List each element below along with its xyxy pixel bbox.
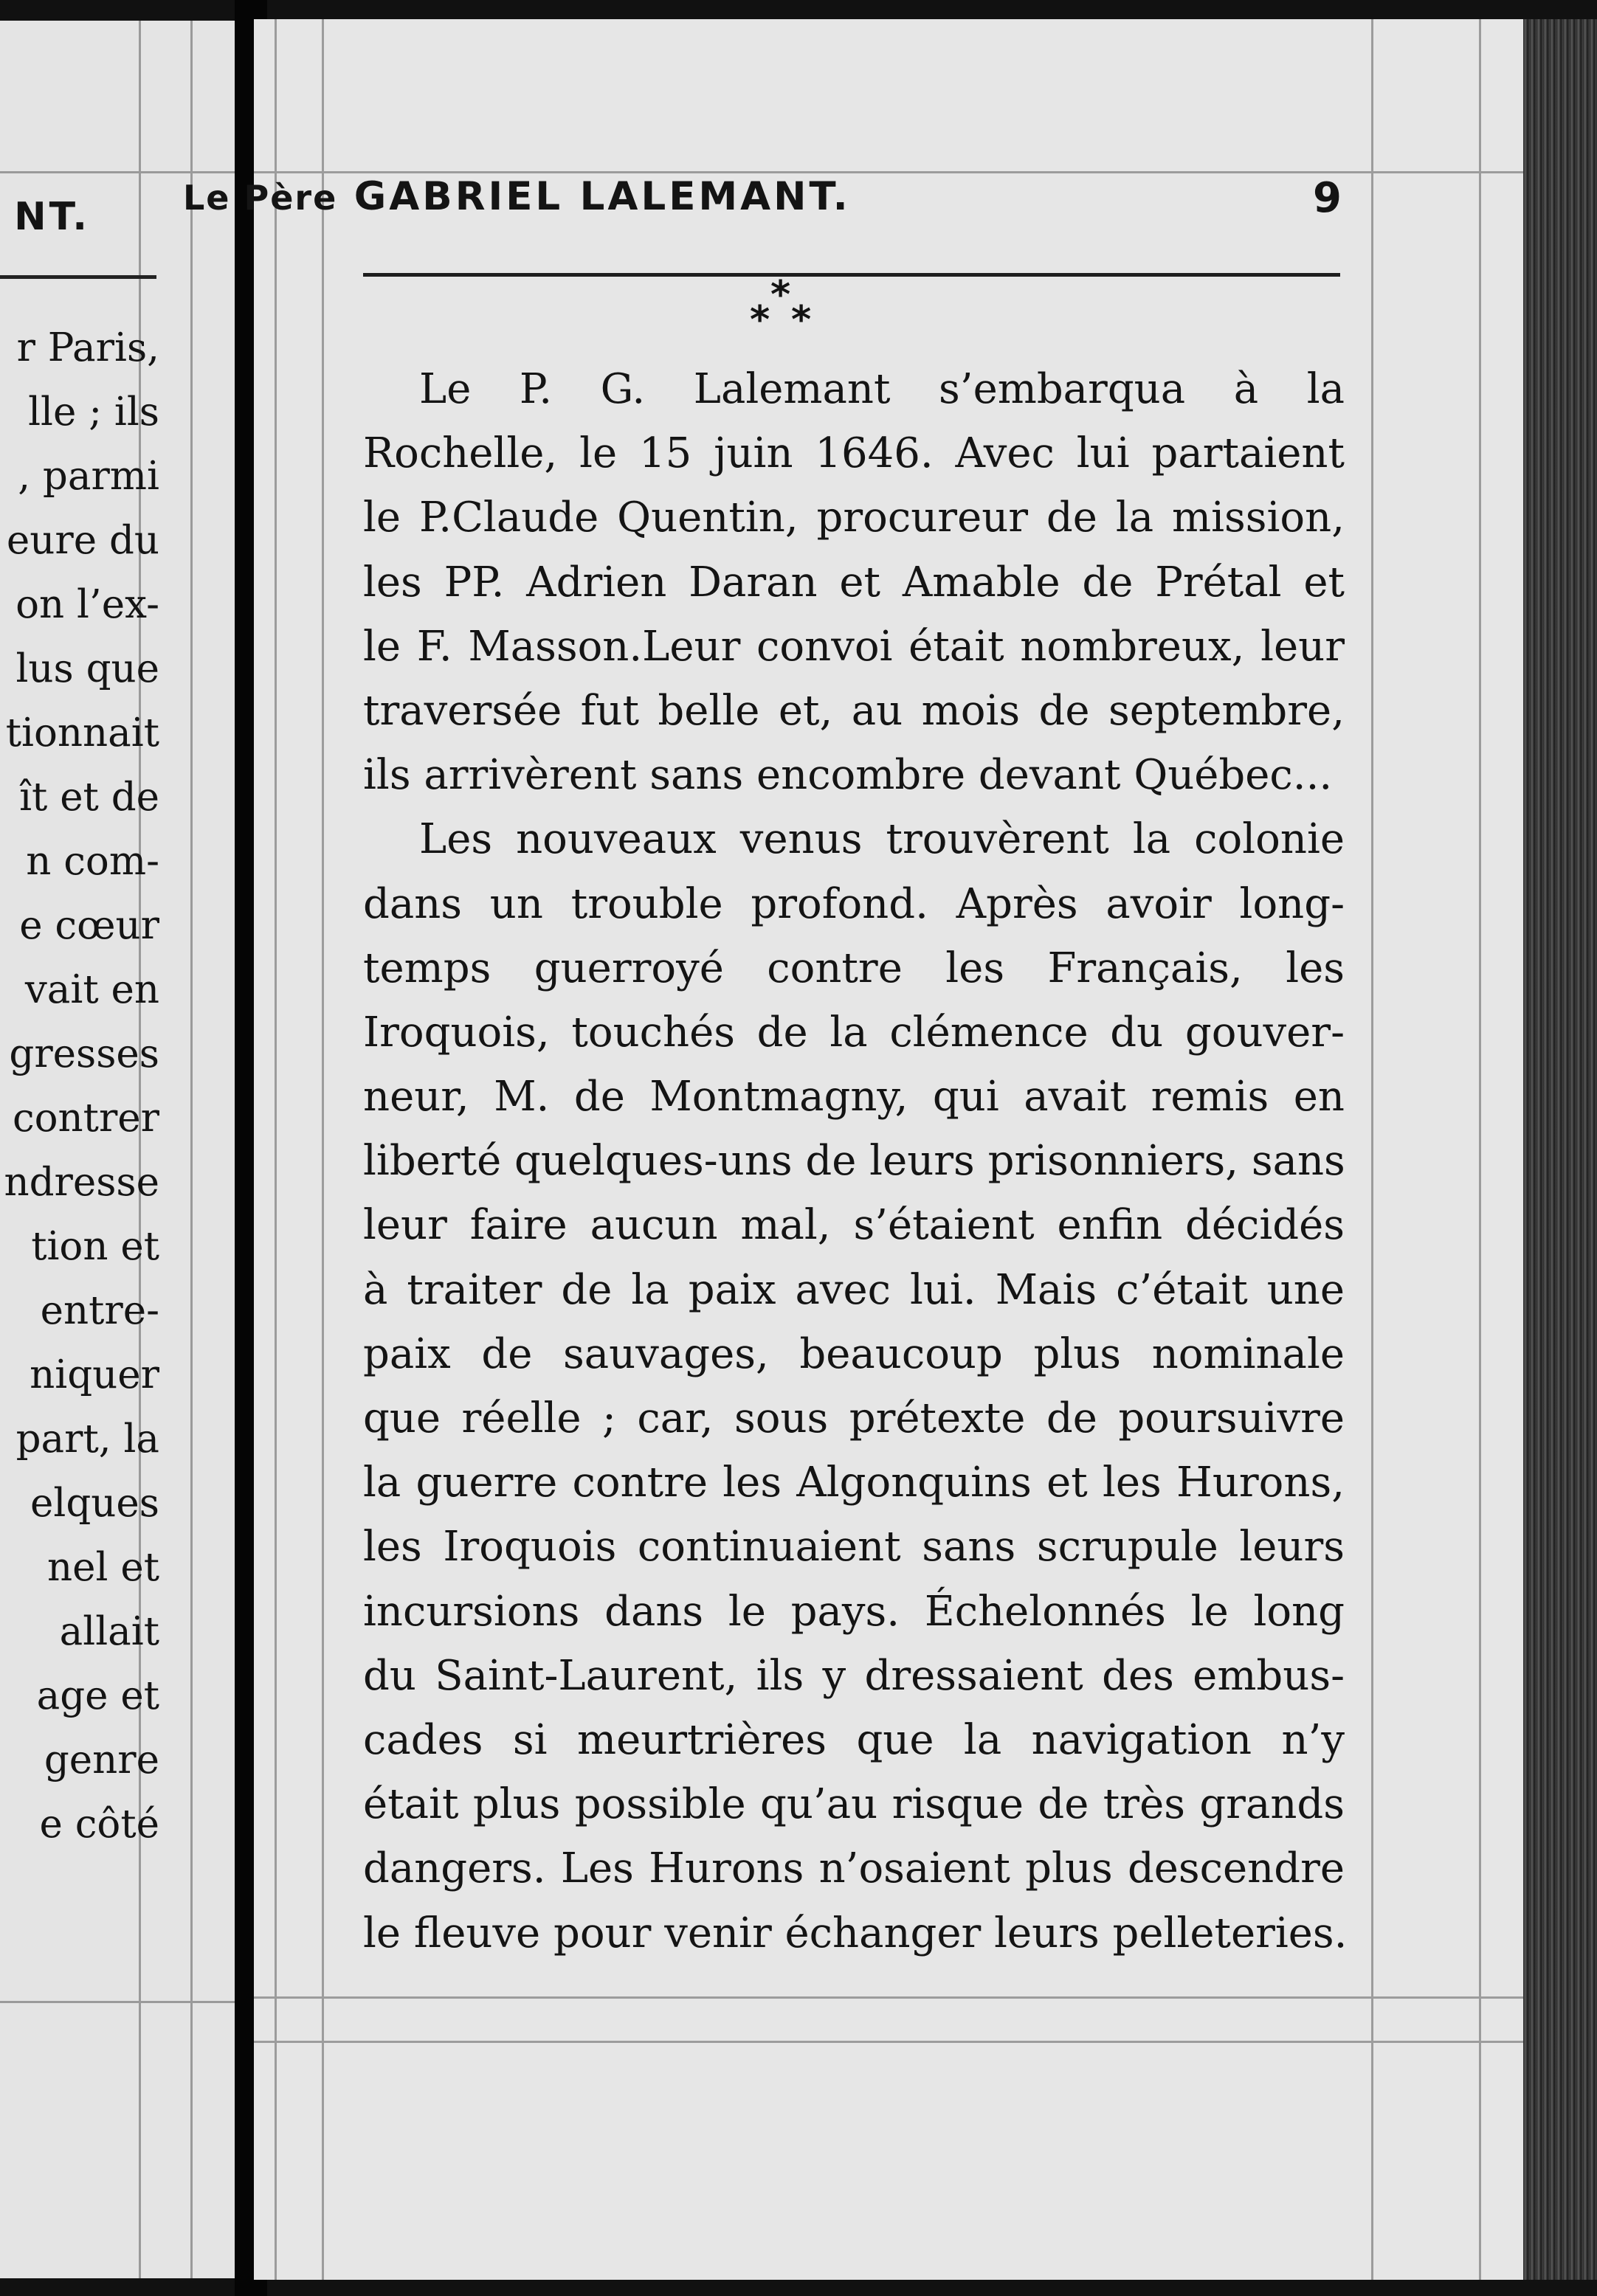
left-page-line: nel et xyxy=(47,1545,159,1590)
left-page-line: niquer xyxy=(30,1352,159,1397)
left-page-line: lle ; ils xyxy=(28,390,159,435)
text-line: Rochelle, le 15 juin 1646. Avec lui partaient xyxy=(363,429,1345,478)
left-page-line: eure du xyxy=(6,518,159,563)
left-page-line: allait xyxy=(59,1609,159,1654)
asterism-star: * xyxy=(791,298,812,342)
body-text xyxy=(363,357,1348,1965)
left-page-line: gresses xyxy=(9,1031,159,1076)
left-page-rule-horizontal xyxy=(0,2001,235,2003)
page-rule-vertical xyxy=(322,19,324,2280)
left-page-line: lus que xyxy=(15,646,159,691)
left-page-line: tion et xyxy=(31,1224,159,1269)
left-page-text xyxy=(4,316,159,1856)
text-line: paix de sauvages, beaucoup plus nominale xyxy=(363,1329,1345,1378)
text-line: Le P. G. Lalemant s’embarqua à la xyxy=(419,365,1345,413)
running-head xyxy=(183,174,1345,227)
text-line: le P.Claude Quentin, procureur de la mission, xyxy=(363,494,1345,542)
page-rule-vertical xyxy=(1371,19,1373,2280)
text-line: incursions dans le pays. Échelonnés le long xyxy=(363,1587,1345,1636)
text-line: Iroquois, touchés de la clémence du gouver- xyxy=(363,1008,1345,1057)
left-page-line: n com- xyxy=(26,839,159,884)
text-line: cades si meurtrières que la navigation n’y xyxy=(363,1715,1345,1764)
text-line: dangers. Les Hurons n’osaient plus descendre xyxy=(363,1844,1345,1893)
text-line: temps guerroyé contre les Français, les xyxy=(363,944,1345,992)
left-page-line: , parmi xyxy=(18,454,159,499)
page-edges xyxy=(1523,19,1597,2280)
asterism-ornament xyxy=(741,273,829,347)
left-page-line: contrer xyxy=(12,1096,159,1141)
left-page-line: ndresse xyxy=(4,1160,159,1205)
asterism-star: * xyxy=(750,298,770,342)
left-page-line: age et xyxy=(36,1673,159,1718)
left-page-line: tionnait xyxy=(5,710,159,755)
running-head-prefix: Le Père xyxy=(183,178,338,218)
left-page-line: entre- xyxy=(40,1288,159,1333)
left-page-line: genre xyxy=(44,1737,159,1782)
left-page-line: r Paris, xyxy=(16,325,159,370)
text-line: ils arrivèrent sans encombre devant Québec... xyxy=(363,751,1333,800)
text-line: les PP. Adrien Daran et Amable de Prétal et xyxy=(363,558,1345,606)
left-running-head: NT. xyxy=(14,195,90,239)
running-head-name: GABRIEL LALEMANT. xyxy=(353,174,851,219)
text-line: était plus possible qu’au risque de très grands xyxy=(363,1780,1345,1829)
text-line: leur faire aucun mal, s’étaient enfin décidés xyxy=(363,1201,1345,1250)
left-page-line: e côté xyxy=(39,1802,159,1847)
text-line: que réelle ; car, sous prétexte de poursuivre xyxy=(363,1394,1345,1442)
page-rule-vertical xyxy=(275,19,277,2280)
running-head-title xyxy=(183,174,851,219)
page-rule-horizontal xyxy=(254,171,1536,173)
text-line: à traiter de la paix avec lui. Mais c’était une xyxy=(363,1265,1345,1314)
text-line: liberté quelques-uns de leurs prisonniers, sans xyxy=(363,1137,1345,1186)
text-line: le F. Masson.Leur convoi était nombreux, leur xyxy=(363,622,1345,671)
text-line: dans un trouble profond. Après avoir long- xyxy=(363,879,1345,928)
left-facing-page xyxy=(0,21,235,2278)
text-line: du Saint-Laurent, ils y dressaient des embus- xyxy=(363,1651,1345,1700)
left-page-line: elques xyxy=(30,1481,159,1526)
page-rule-horizontal xyxy=(254,2041,1536,2043)
text-line: le fleuve pour venir échanger leurs pelleteries. xyxy=(363,1909,1348,1957)
page-rule-vertical xyxy=(1479,19,1481,2280)
left-page-rule-horizontal xyxy=(0,171,235,173)
text-line: neur, M. de Montmagny, qui avait remis en xyxy=(363,1073,1345,1121)
left-page-line: e cœur xyxy=(19,903,159,948)
left-page-line: ît et de xyxy=(19,775,159,820)
left-page-rule-vertical xyxy=(190,21,193,2278)
text-line: la guerre contre les Algonquins et les Hurons, xyxy=(363,1459,1345,1507)
text-line: traversée fut belle et, au mois de septembre, xyxy=(363,686,1345,735)
page-number: 9 xyxy=(1313,174,1345,222)
head-rule xyxy=(363,273,1340,277)
asterism-star: * xyxy=(770,273,791,317)
left-page-line: on l’ex- xyxy=(15,582,159,627)
left-page-line: vait en xyxy=(24,967,159,1012)
left-page-line: part, la xyxy=(15,1417,159,1462)
text-line: les Iroquois continuaient sans scrupule leurs xyxy=(363,1523,1345,1571)
text-line: Les nouveaux venus trouvèrent la colonie xyxy=(419,815,1345,864)
left-head-rule xyxy=(0,275,156,279)
page-rule-horizontal xyxy=(254,1996,1536,1999)
